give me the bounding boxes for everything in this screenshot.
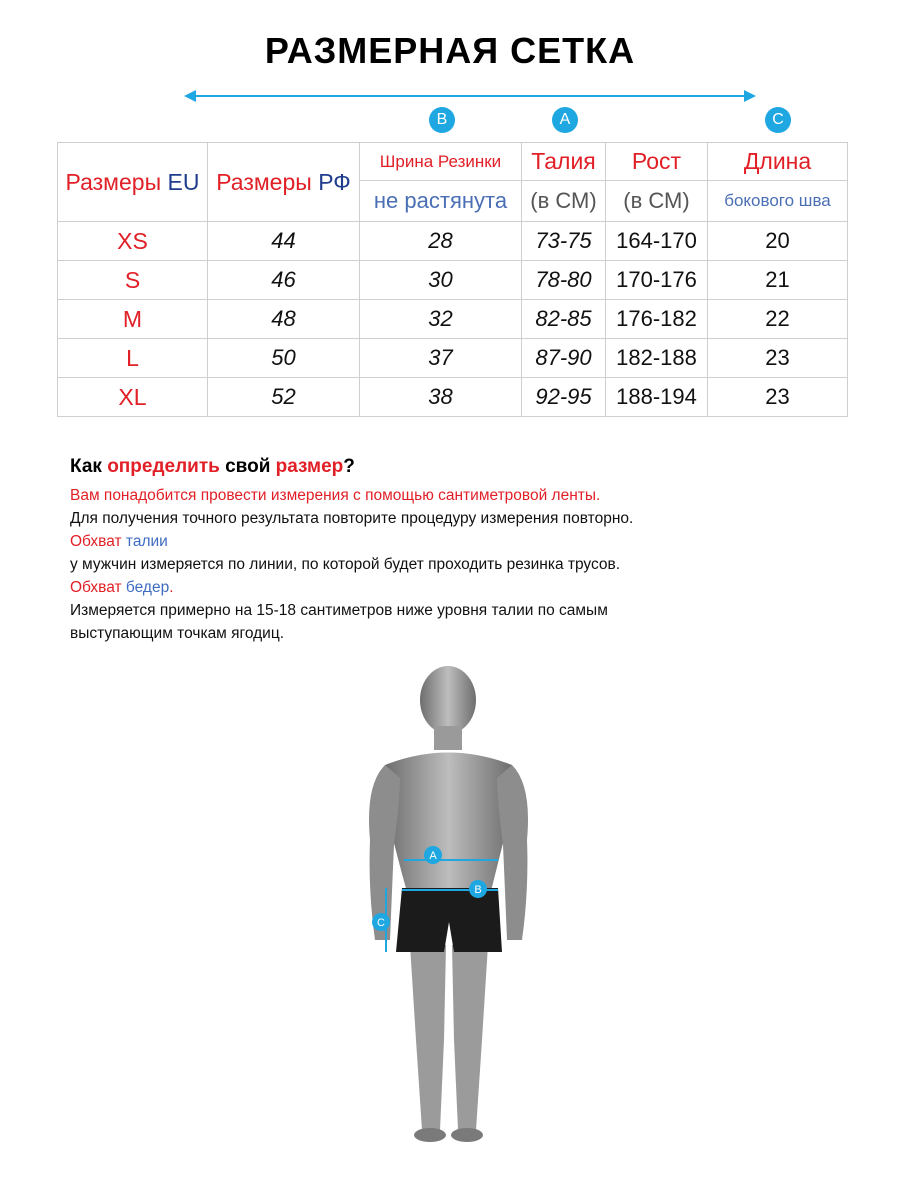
waist-mark-label: A [429,850,437,862]
boxer-shorts [396,888,502,952]
cell-height: 170-176 [606,261,708,300]
cell-size-rf: 48 [208,300,360,339]
cell-height: 164-170 [606,222,708,261]
cell-size-eu: M [58,300,208,339]
size-table [57,142,848,417]
measurement-arrow [180,84,760,108]
header-row [58,143,848,181]
cell-length: 22 [708,300,848,339]
header-waist: Талия [522,143,606,181]
waist-label: Обхват талии [70,533,168,550]
hips-text-2: выступающим точкам ягодиц. [70,625,285,642]
cell-size-rf: 46 [208,261,360,300]
cell-length: 21 [708,261,848,300]
cell-size-rf: 44 [208,222,360,261]
cell-size-rf: 52 [208,378,360,417]
cell-band: 28 [360,222,522,261]
header-size-rf: Размеры РФ [208,143,360,222]
table-row [58,261,848,300]
header-band-width: Шрина Резинки [360,143,522,181]
cell-band: 30 [360,261,522,300]
header-height-sub: (в СМ) [606,181,708,222]
cell-size-eu: L [58,339,208,378]
cell-band: 37 [360,339,522,378]
how-heading: Как определить свой размер? [70,456,355,477]
header-length-sub: бокового шва [708,181,848,222]
cell-waist: 78-80 [522,261,606,300]
cell-size-eu: XL [58,378,208,417]
header-size-eu: Размеры EU [58,143,208,222]
instruction-line-2: Для получения точного результата повторите процедуру измерения повторно. [70,510,634,527]
how-to-measure [70,456,870,645]
table-row [58,339,848,378]
cell-size-rf: 50 [208,339,360,378]
cell-waist: 87-90 [522,339,606,378]
badge-a: A [552,107,578,133]
cell-waist: 82-85 [522,300,606,339]
hips-label: Обхват бедер. [70,579,174,596]
header-waist-sub: (в СМ) [522,181,606,222]
band-mark-label: B [474,884,482,896]
cell-waist: 92-95 [522,378,606,417]
table-row [58,378,848,417]
table-row [58,300,848,339]
cell-length: 23 [708,378,848,417]
cell-waist: 73-75 [522,222,606,261]
header-length: Длина [708,143,848,181]
cell-size-eu: S [58,261,208,300]
cell-height: 176-182 [606,300,708,339]
cell-band: 38 [360,378,522,417]
hips-text-1: Измеряется примерно на 15-18 сантиметров ниже уровня талии по самым [70,602,608,619]
instruction-line-1: Вам понадобится провести измерения с помощью сантиметровой ленты. [70,487,601,504]
header-band-width-sub: не растянута [360,181,522,222]
header-height: Рост [606,143,708,181]
cell-band: 32 [360,300,522,339]
cell-height: 188-194 [606,378,708,417]
cell-length: 20 [708,222,848,261]
badge-c: C [765,107,791,133]
waist-text: у мужчин измеряется по линии, по которой будет проходить резинка трусов. [70,556,621,573]
badge-b: B [429,107,455,133]
table-row [58,222,848,261]
page-title: РАЗМЕРНАЯ СЕТКА [264,30,636,71]
cell-length: 23 [708,339,848,378]
cell-size-eu: XS [58,222,208,261]
side-mark-label: C [377,917,385,929]
cell-height: 182-188 [606,339,708,378]
body-figure [330,660,570,1190]
